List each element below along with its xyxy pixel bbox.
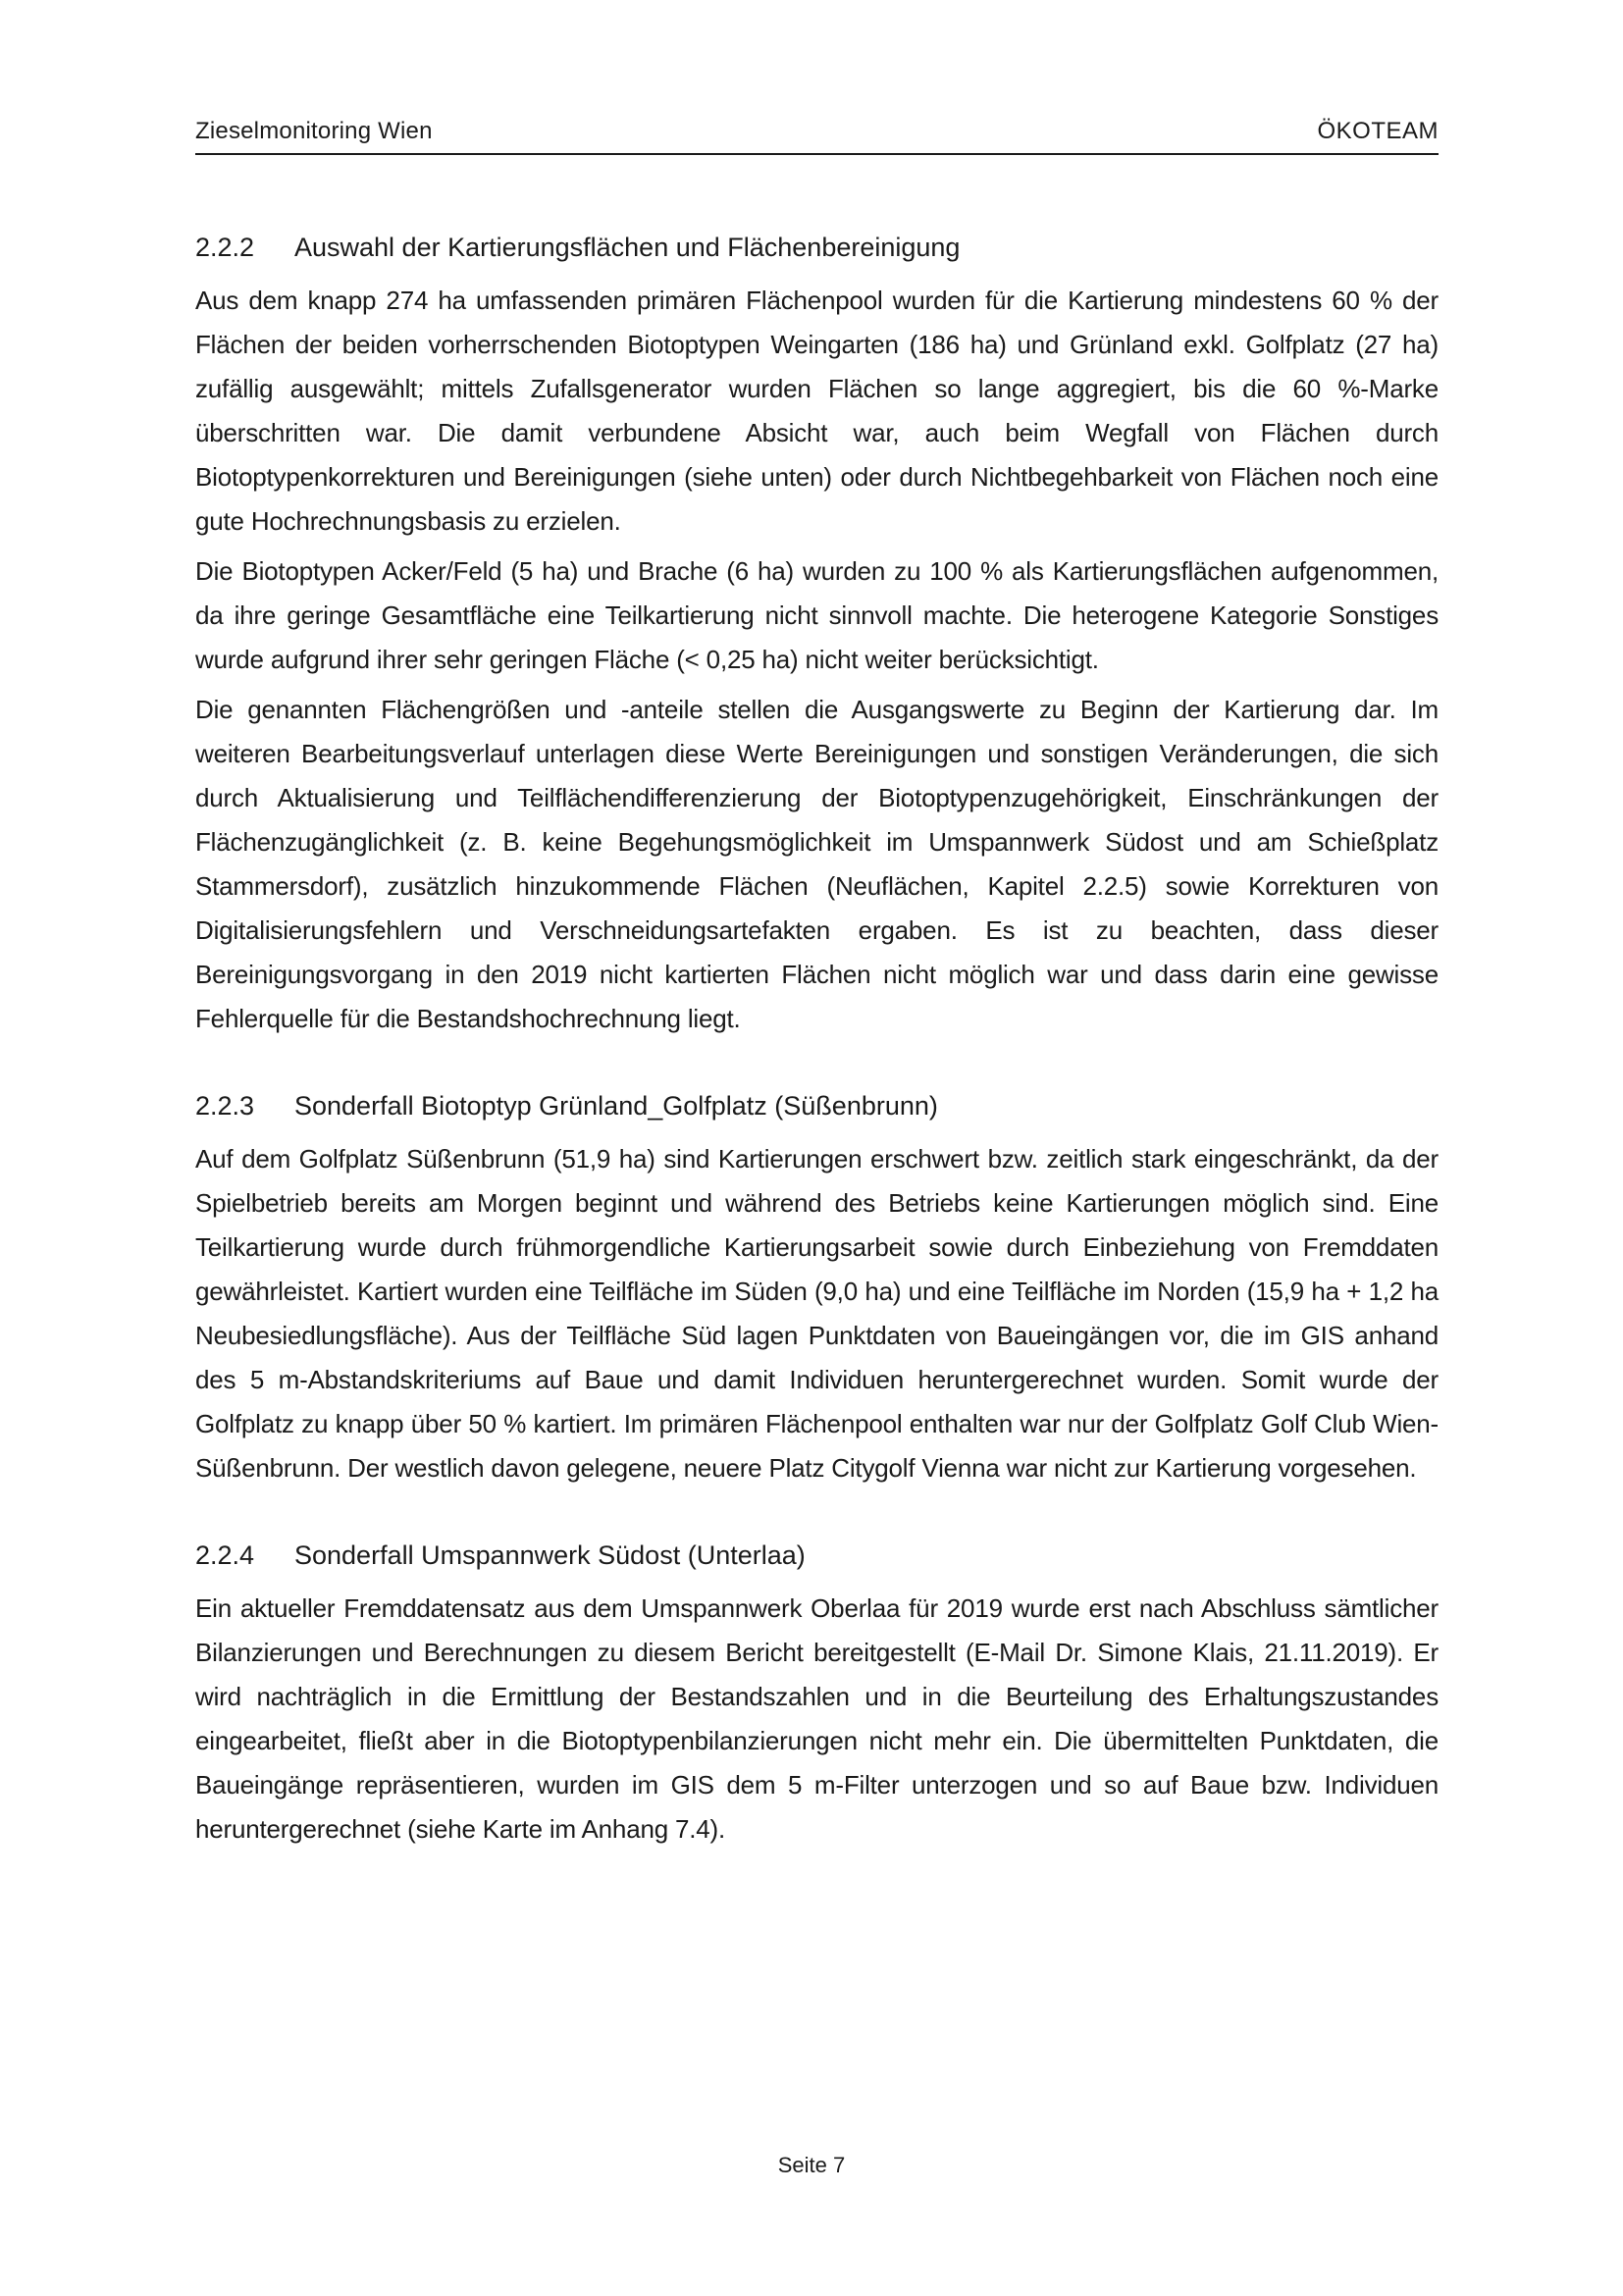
section-number: 2.2.4 (195, 1540, 255, 1570)
section-title: Sonderfall Umspannwerk Südost (Unterlaa) (294, 1540, 806, 1570)
section-heading (195, 1534, 1439, 1577)
paragraph: Aus dem knapp 274 ha umfassenden primären Flächenpool wurden für die Kartierung mindestens 60 % der Flächen der beiden vorherrschenden Biotoptypen Weingarten (186 ha) und Grünland exkl. Golfplatz (27 ha) zufällig ausgewählt; mittels Zufallsgenerator wurden Flächen so lange aggregiert, bis die 60 %-Marke überschritten war. Die damit verbundene Absicht war, auch beim Wegfall von Flächen durch Biotoptypenkorrekturen und Bereinigungen (siehe unten) oder durch Nichtbegehbarkeit von Flächen noch eine gute Hochrechnungsbasis zu erzielen. (195, 286, 1439, 536)
section-heading (195, 1084, 1439, 1127)
page-number: Seite 7 (777, 2153, 846, 2177)
paragraph: Die genannten Flächengrößen und -anteile stellen die Ausgangswerte zu Beginn der Kartierung dar. Im weiteren Bearbeitungsverlauf unterlagen diese Werte Bereinigungen und sonstigen Veränderungen, die sich durch Aktualisierung und Teilflächendifferenzierung der Biotoptypenzugehörigkeit, Einschränkungen der Flächenzugänglichkeit (z. B. keine Begehungsmöglichkeit im Umspannwerk Südost und am Schießplatz Stammersdorf), zusätzlich hinzukommende Flächen (Neuflächen, Kapitel 2.2.5) sowie Korrekturen von Digitalisierungsfehlern und Verschneidungsartefakten ergaben. Es ist zu beachten, dass dieser Bereinigungsvorgang in den 2019 nicht kartierten Flächen nicht möglich war und dass darin eine gewisse Fehlerquelle für die Bestandshochrechnung liegt. (195, 695, 1439, 1033)
section-number: 2.2.3 (195, 1091, 255, 1121)
document-title: Zieselmonitoring Wien (195, 118, 433, 144)
section-2-2-4 (195, 1534, 1439, 1852)
paragraph: Die Biotoptypen Acker/Feld (5 ha) und Brache (6 ha) wurden zu 100 % als Kartierungsflächen aufgenommen, da ihre geringe Gesamtfläche eine Teilkartierung nicht sinnvoll machte. Die heterogene Kategorie Sonstiges wurde aufgrund ihrer sehr geringen Fläche (< 0,25 ha) nicht weiter berücksichtigt. (195, 556, 1439, 674)
section-heading (195, 226, 1439, 269)
section-title: Auswahl der Kartierungsflächen und Flächenbereinigung (294, 233, 961, 262)
section-2-2-2 (195, 226, 1439, 1041)
paragraph: Ein aktueller Fremddatensatz aus dem Umspannwerk Oberlaa für 2019 wurde erst nach Abschluss sämtlicher Bilanzierungen und Berechnungen zu diesem Bericht bereitgestellt (E-Mail Dr. Simone Klais, 21.11.2019). Er wird nachträglich in die Ermittlung der Bestandszahlen und in die Beurteilung des Erhaltungszustandes eingearbeitet, fließt aber in die Biotoptypenbilanzierungen nicht mehr ein. Die übermittelten Punktdaten, die Baueingänge repräsentieren, wurden im GIS dem 5 m-Filter unterzogen und so auf Baue bzw. Individuen heruntergerechnet (siehe Karte im Anhang 7.4). (195, 1593, 1439, 1844)
section-title: Sonderfall Biotoptyp Grünland_Golfplatz (Süßenbrunn) (294, 1091, 938, 1121)
organization-name: ÖKOTEAM (1317, 118, 1439, 144)
section-2-2-3 (195, 1084, 1439, 1490)
section-number: 2.2.2 (195, 233, 255, 262)
paragraph: Auf dem Golfplatz Süßenbrunn (51,9 ha) sind Kartierungen erschwert bzw. zeitlich stark eingeschränkt, da der Spielbetrieb bereits am Morgen beginnt und während des Betriebs keine Kartierungen möglich sind. Eine Teilkartierung wurde durch frühmorgendliche Kartierungsarbeit sowie durch Einbeziehung von Fremddaten gewährleistet. Kartiert wurden eine Teilfläche im Süden (9,0 ha) und eine Teilfläche im Norden (15,9 ha + 1,2 ha Neubesiedlungsfläche). Aus der Teilfläche Süd lagen Punktdaten von Baueingängen vor, die im GIS anhand des 5 m-Abstandskriteriums auf Baue und damit Individuen heruntergerechnet wurden. Somit wurde der Golfplatz zu knapp über 50 % kartiert. Im primären Flächenpool enthalten war nur der Golfplatz Golf Club Wien-Süßenbrunn. Der westlich davon gelegene, neuere Platz Citygolf Vienna war nicht zur Kartierung vorgesehen. (195, 1144, 1439, 1483)
page-header (195, 114, 1439, 155)
document-body (195, 226, 1439, 1895)
